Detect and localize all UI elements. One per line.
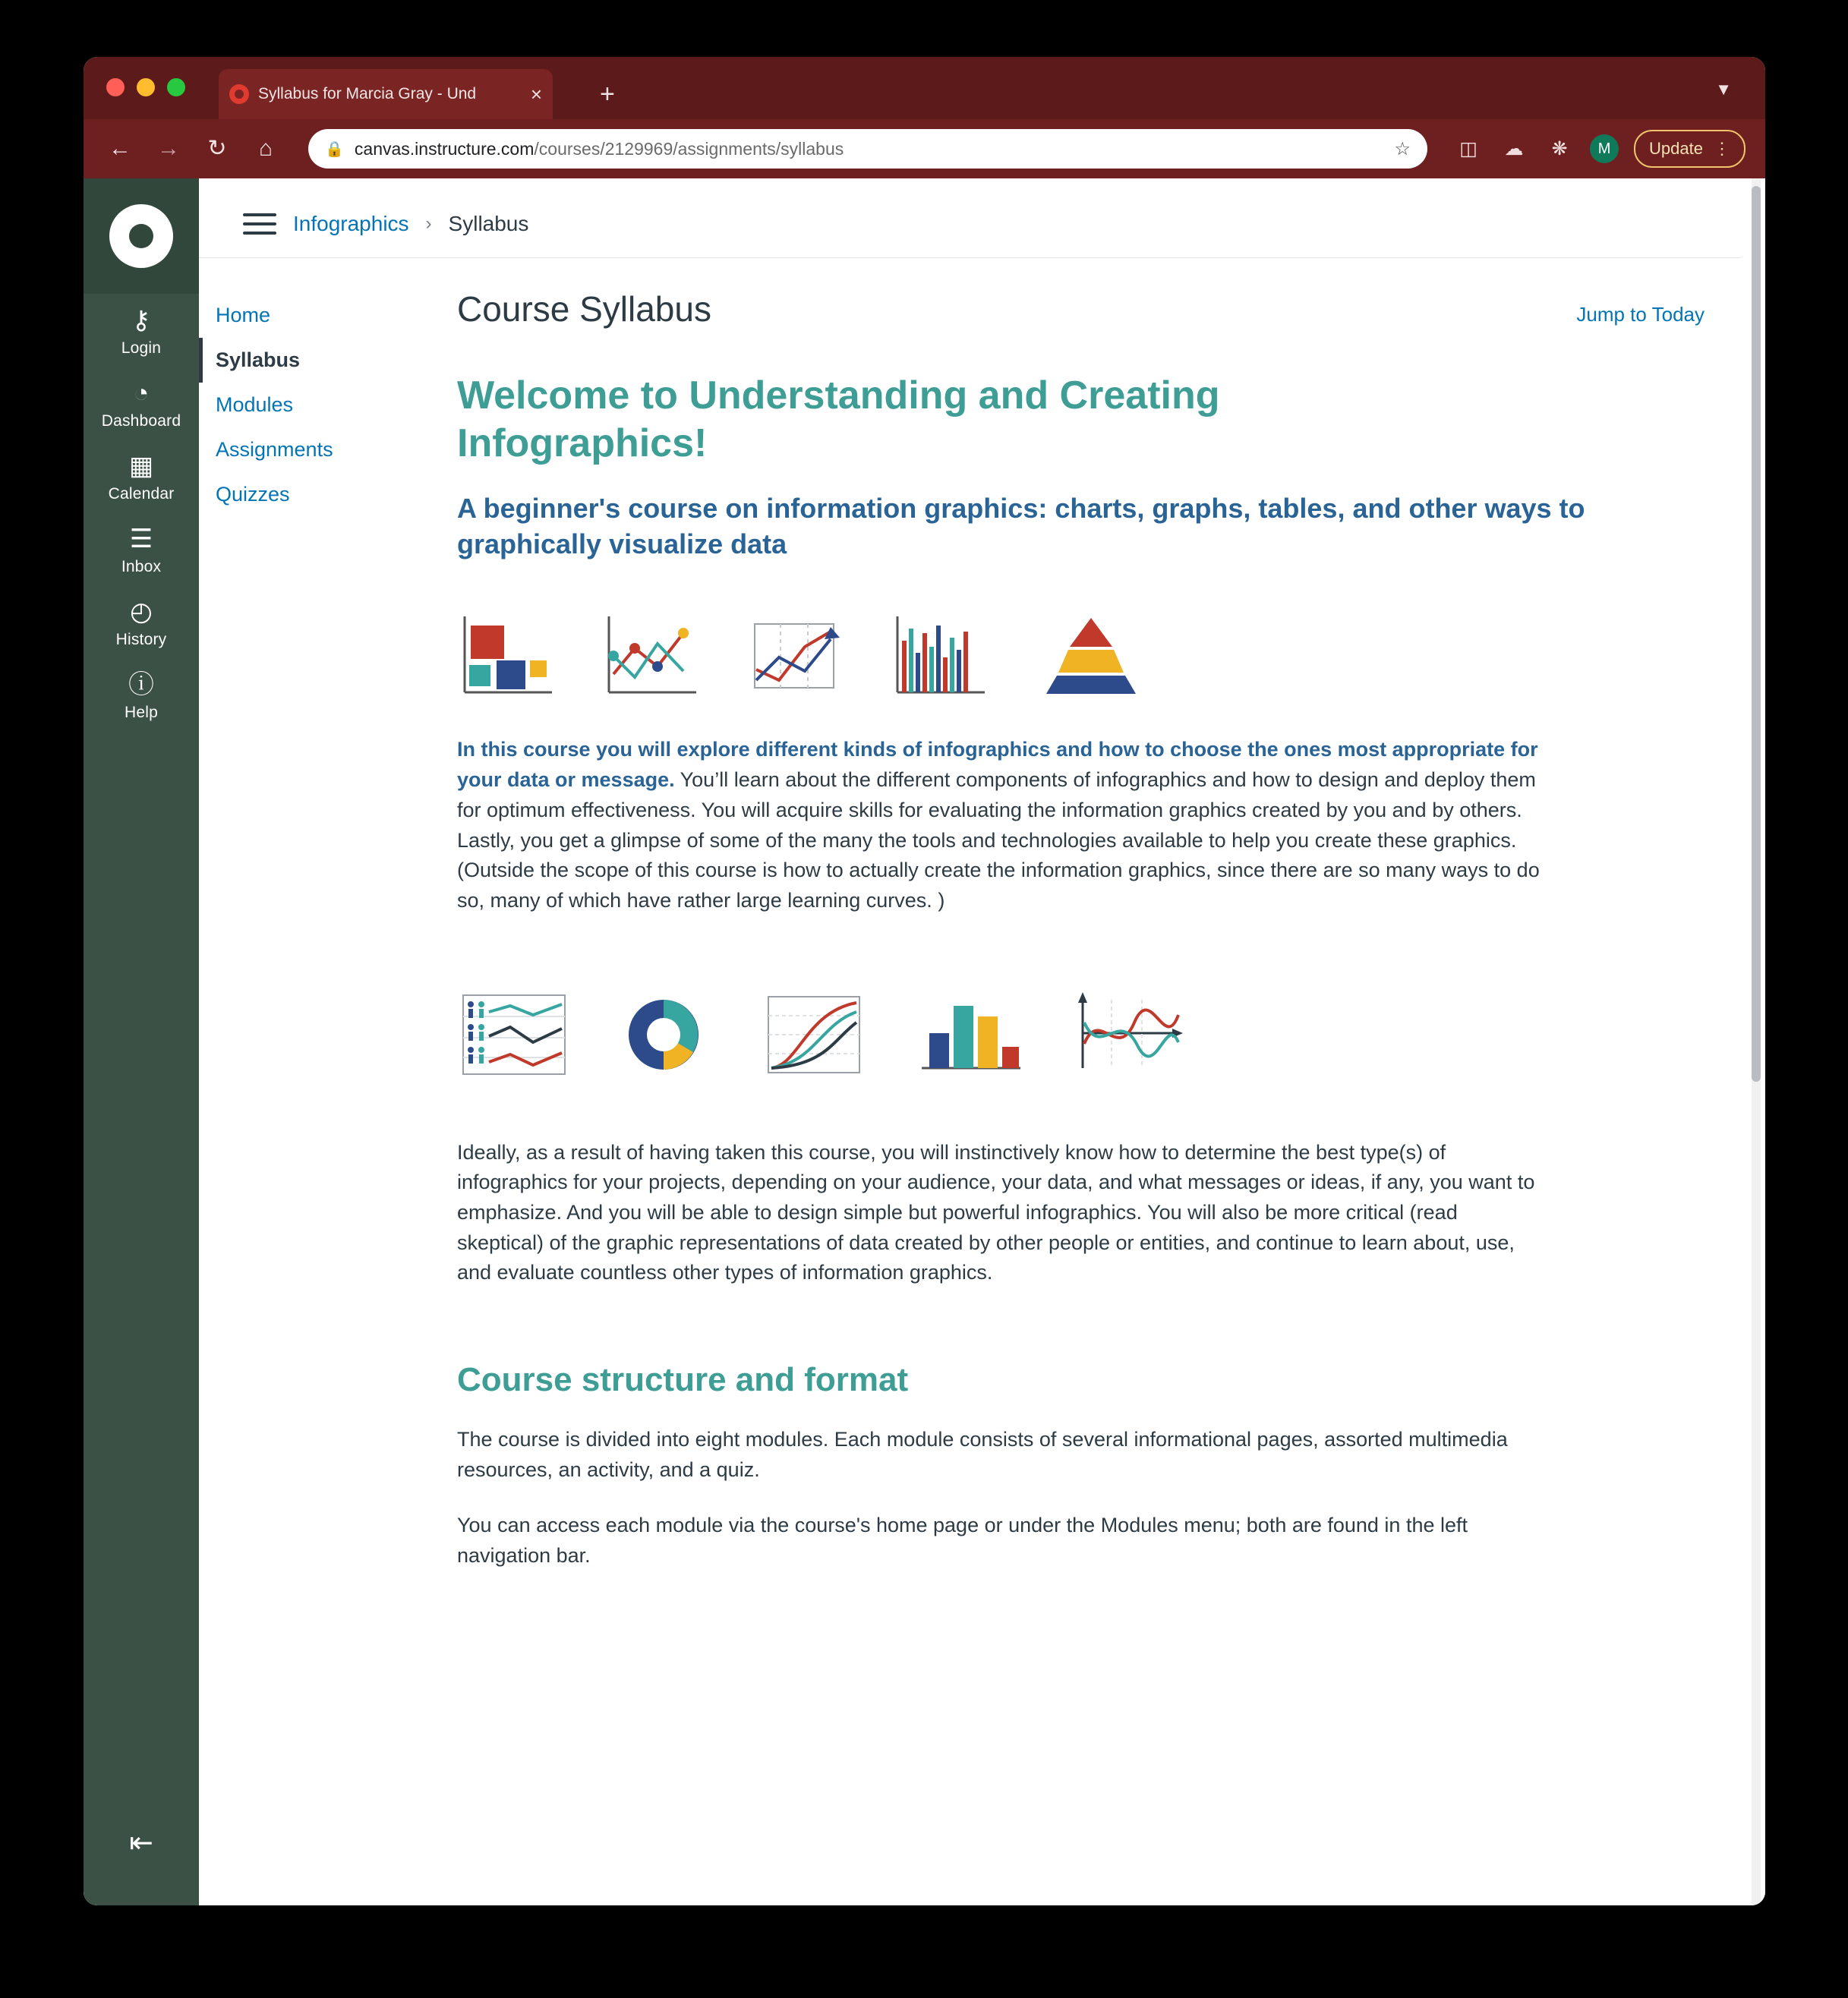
update-button[interactable]: [1634, 130, 1746, 168]
back-button[interactable]: ←: [109, 136, 131, 161]
global-navigation: [84, 178, 199, 1905]
scrollbar-thumb[interactable]: [1752, 186, 1761, 1082]
sidebar-item-calendar[interactable]: [84, 440, 199, 512]
reload-button[interactable]: ↻: [207, 136, 227, 161]
welcome-heading: Welcome to Understanding and Creating Infographics!: [457, 373, 1220, 466]
column-chart-icon: [913, 989, 1026, 1080]
tabstrip-menu-icon[interactable]: ▼: [1715, 80, 1732, 99]
sidebar-item-login[interactable]: [84, 294, 199, 367]
sidebar-item-label: Help: [125, 704, 158, 721]
url-path: /courses/2129969/assignments/syllabus: [534, 138, 844, 159]
sidebar-item-label: Login: [121, 339, 162, 357]
browser-menu-icon[interactable]: ⋮: [1714, 139, 1730, 158]
course-navigation: [199, 258, 427, 1571]
s-curve-chart-icon: [761, 989, 867, 1080]
breadcrumb-separator: ›: [425, 213, 432, 234]
sidebar-item-label: History: [115, 631, 167, 648]
help-icon: ⓘ: [128, 670, 154, 699]
key-icon: ⚷: [131, 306, 151, 335]
course-nav-item-assignments[interactable]: Assignments: [216, 438, 333, 461]
course-subtitle: A beginner's course on information graphics: charts, graphs, tables, and other ways to graphically visualize data: [457, 492, 1585, 559]
menu-icon[interactable]: [243, 213, 276, 235]
url-text: [355, 139, 1384, 159]
cloud-icon[interactable]: ☁: [1504, 138, 1524, 159]
breadcrumb-course-link[interactable]: Infographics: [293, 212, 409, 235]
browser-tab[interactable]: [219, 69, 553, 119]
lock-icon: 🔒: [325, 140, 344, 158]
browser-toolbar: [84, 119, 1765, 178]
reader-icon[interactable]: ◫: [1459, 138, 1477, 159]
pyramid-chart-icon: [1034, 610, 1148, 701]
bookmark-star-icon[interactable]: ☆: [1394, 138, 1411, 159]
donut-chart-icon: [617, 989, 715, 1080]
course-nav-item-syllabus[interactable]: Syllabus: [199, 338, 427, 383]
inbox-icon: ☰: [129, 525, 153, 553]
intro-rest: You’ll learn about the different components of infographics and how to design and deploy them for optimum effectiveness. You will acquire skills for evaluating the information graphics created by you and by others. Lastly, you get a glimpse of some of the many the tools and technologies available to help you create these graphics. (Outside the scope of this course is how to actually create the information graphics, since there are so many ways to do so, many of which have rather large learning curves. ): [457, 768, 1540, 912]
calendar-icon: ▦: [128, 452, 154, 481]
close-tab-icon[interactable]: ×: [530, 83, 542, 106]
tab-title: Syllabus for Marcia Gray - Und: [258, 85, 477, 102]
trend-arrow-chart-icon: [746, 610, 844, 701]
infographic-icon-row-2: [457, 982, 1705, 1080]
sidebar-item-help[interactable]: [84, 658, 199, 731]
close-window-button[interactable]: [106, 78, 125, 96]
minimize-window-button[interactable]: [137, 78, 155, 96]
puzzle-icon[interactable]: ❋: [1551, 138, 1568, 159]
breadcrumb: [199, 178, 1741, 258]
collapse-nav-button[interactable]: ⇤: [129, 1827, 153, 1859]
structure-paragraph-1: The course is divided into eight modules. Each module consists of several informational pages, assorted multimedia resources, an activity, and a quiz.: [457, 1428, 1508, 1481]
address-bar[interactable]: [308, 129, 1427, 169]
section-heading-course-structure: Course structure and format: [457, 1361, 909, 1399]
tab-strip: [84, 57, 1765, 119]
course-nav-item-home[interactable]: Home: [216, 304, 271, 326]
canvas-logo-icon[interactable]: [84, 178, 199, 294]
course-nav-item-modules[interactable]: Modules: [216, 393, 294, 416]
home-button[interactable]: ⌂: [258, 136, 273, 161]
dense-bar-chart-icon: [890, 610, 989, 701]
sidebar-item-inbox[interactable]: [84, 512, 199, 585]
url-domain: canvas.instructure.com: [354, 138, 535, 159]
content-region: [199, 178, 1765, 1905]
sidebar-item-label: Inbox: [121, 558, 162, 575]
maximize-window-button[interactable]: [167, 78, 185, 96]
new-tab-button[interactable]: +: [600, 80, 615, 109]
update-label: Update: [1649, 139, 1703, 158]
ideally-paragraph: Ideally, as a result of having taken this course, you will instinctively know how to determine the best type(s) of infographics for your projects, depending on your audience, your data, and what messages or ideas, if any, you want to emphasize. And you will be able to design simple but powerful infographics. You will also be more critical (read skeptical) of the graphic representations of data created by other people or entities, and continue to learn about, use, and evaluate countless other types of information graphics.: [457, 1140, 1535, 1284]
pictogram-line-chart-icon: [457, 989, 571, 1080]
intro-lead: In this course you will explore different kinds of infographics and how to choose the ones most appropriate for your data or message.: [457, 738, 1538, 792]
page-body: [84, 178, 1765, 1905]
dashboard-icon: ◔: [133, 379, 150, 408]
sidebar-item-label: Calendar: [108, 485, 175, 503]
infographic-icon-row-1: [457, 603, 1705, 701]
clock-icon: ◴: [130, 597, 153, 626]
forward-button[interactable]: →: [157, 136, 180, 161]
browser-window: [84, 57, 1765, 1905]
window-controls[interactable]: [106, 78, 185, 96]
page-title: Course Syllabus: [457, 289, 711, 329]
structure-paragraph-2: You can access each module via the course's home page or under the Modules menu; both are found in the left navigation bar.: [457, 1514, 1468, 1568]
bar-and-squares-chart-icon: [457, 610, 556, 701]
canvas-favicon-icon: [229, 84, 249, 104]
breadcrumb-current: Syllabus: [448, 212, 529, 235]
course-nav-item-quizzes[interactable]: Quizzes: [216, 483, 290, 506]
sidebar-item-label: Dashboard: [101, 412, 181, 430]
avatar[interactable]: M: [1590, 134, 1619, 163]
sidebar-item-dashboard[interactable]: [84, 367, 199, 440]
scatter-line-chart-icon: [601, 610, 700, 701]
jump-to-today-link[interactable]: Jump to Today: [1576, 303, 1705, 326]
wave-chart-icon: [1072, 989, 1186, 1080]
main-content: [427, 258, 1765, 1571]
sidebar-item-history[interactable]: [84, 585, 199, 658]
intro-paragraph: [457, 735, 1543, 915]
